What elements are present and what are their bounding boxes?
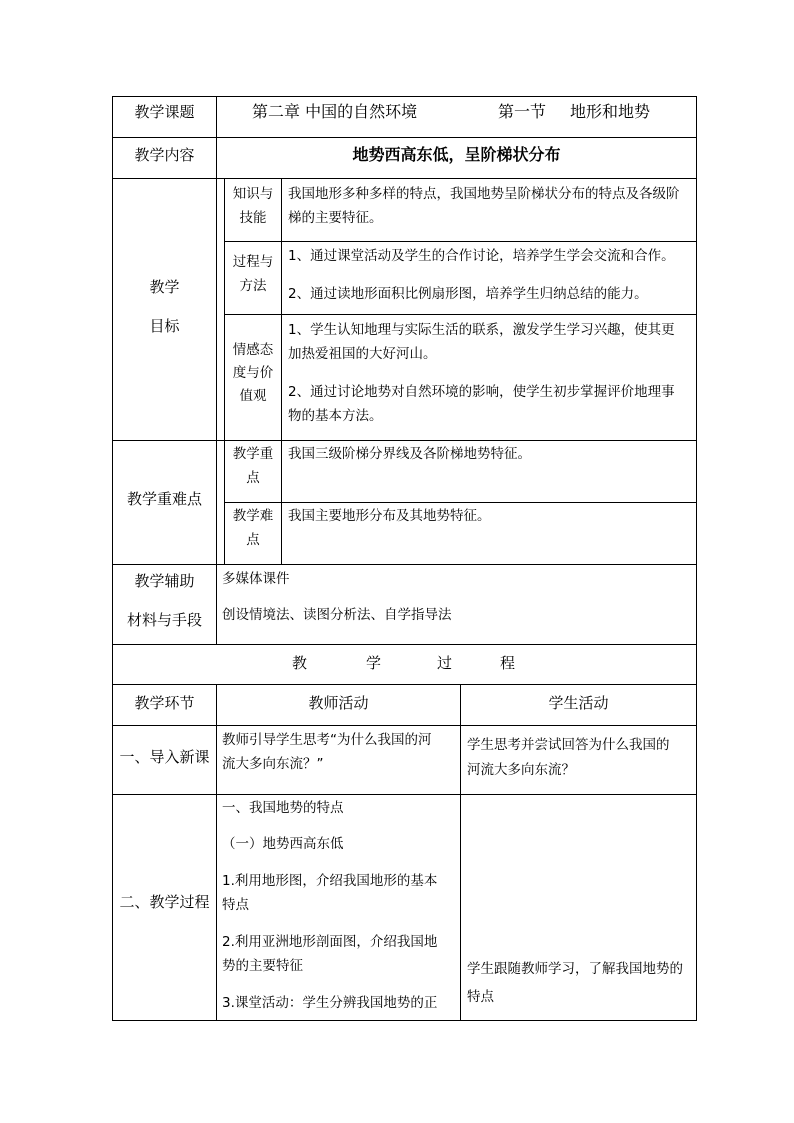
process-label-line2: 方法 bbox=[239, 278, 267, 294]
row-divider bbox=[224, 314, 697, 315]
content-label: 教学内容 bbox=[134, 146, 195, 164]
focus-value: 我国三级阶梯分界线及各阶梯地势特征。 bbox=[288, 446, 531, 462]
column-divider bbox=[460, 684, 461, 1021]
row-divider bbox=[112, 794, 697, 795]
process-header-char-2: 学 bbox=[366, 654, 382, 672]
teaching-item-4-line2: 势的主要特征 bbox=[222, 958, 303, 974]
knowledge-text-line1: 我国地形多种多样的特点，我国地势呈阶梯状分布的特点及各级阶 bbox=[288, 186, 680, 202]
intro-teacher-line2: 流大多向东流？” bbox=[222, 756, 324, 772]
teaching-item-3-line2: 特点 bbox=[222, 897, 249, 913]
teaching-student-line2: 特点 bbox=[467, 989, 494, 1005]
row-divider bbox=[112, 137, 697, 138]
aids-label-line1: 教学辅助 bbox=[134, 572, 195, 590]
keypoints-label: 教学重难点 bbox=[126, 490, 202, 508]
column-divider bbox=[216, 684, 217, 1021]
emotion-item-1-line2: 加热爱祖国的大好河山。 bbox=[288, 346, 437, 362]
intro-teacher-line1: 教师引导学生思考“为什么我国的河 bbox=[222, 732, 432, 748]
row-divider bbox=[112, 684, 697, 685]
process-label-line1: 过程与 bbox=[232, 254, 274, 270]
teaching-stage: 二、教学过程 bbox=[119, 893, 210, 911]
row-divider bbox=[224, 502, 697, 503]
column-header-student: 学生活动 bbox=[548, 694, 609, 712]
objectives-label-line1: 教学 bbox=[149, 278, 180, 296]
teaching-item-2: （一）地势西高东低 bbox=[222, 836, 344, 852]
row-divider bbox=[112, 564, 697, 565]
table-border-top bbox=[112, 96, 697, 97]
row-divider bbox=[112, 178, 697, 179]
column-header-teacher: 教师活动 bbox=[308, 694, 369, 712]
emotion-label-line1: 情感态 bbox=[232, 342, 274, 358]
teaching-item-3-line1: 1.利用地形图，介绍我国地形的基本 bbox=[222, 873, 438, 889]
row-divider bbox=[112, 440, 697, 441]
column-divider bbox=[281, 178, 282, 564]
topic-section-title: 地形和地势 bbox=[570, 102, 651, 121]
process-header-char-4: 程 bbox=[500, 654, 516, 672]
teaching-student-line1: 学生跟随教师学习，了解我国地势的 bbox=[467, 961, 683, 977]
focus-label-line1: 教学重 bbox=[232, 446, 274, 462]
difficulty-value: 我国主要地形分布及其地势特征。 bbox=[288, 508, 491, 524]
objectives-label-line2: 目标 bbox=[149, 317, 180, 335]
focus-label-line2: 点 bbox=[246, 470, 260, 486]
topic-chapter: 第二章 中国的自然环境 bbox=[252, 102, 418, 121]
difficulty-label-line1: 教学难 bbox=[232, 508, 274, 524]
difficulty-label-line2: 点 bbox=[246, 532, 260, 548]
process-header-char-3: 过 bbox=[437, 654, 453, 672]
topic-section: 第一节 bbox=[498, 102, 547, 121]
process-header-char-1: 教 bbox=[292, 654, 308, 672]
emotion-item-2-line2: 物的基本方法。 bbox=[288, 408, 383, 424]
knowledge-label-line1: 知识与 bbox=[232, 186, 274, 202]
teaching-item-1: 一、我国地势的特点 bbox=[222, 800, 344, 816]
intro-stage: 一、导入新课 bbox=[119, 748, 210, 766]
column-divider bbox=[216, 96, 217, 644]
knowledge-label-line2: 技能 bbox=[239, 210, 267, 226]
process-item-1: 1、通过课堂活动及学生的合作讨论，培养学生学会交流和合作。 bbox=[288, 248, 675, 264]
table-border-right bbox=[696, 96, 697, 1021]
row-divider bbox=[112, 644, 697, 645]
aids-methods: 创设情境法、读图分析法、自学指导法 bbox=[222, 607, 452, 623]
emotion-item-1-line1: 1、学生认知地理与实际生活的联系，激发学生学习兴趣，使其更 bbox=[288, 322, 675, 338]
row-divider bbox=[224, 241, 697, 242]
process-item-2: 2、通过读地形面积比例扇形图，培养学生归纳总结的能力。 bbox=[288, 286, 648, 302]
teaching-item-4-line1: 2.利用亚洲地形剖面图，介绍我国地 bbox=[222, 934, 438, 950]
emotion-label-line3: 值观 bbox=[239, 388, 267, 404]
topic-label: 教学课题 bbox=[134, 103, 195, 121]
teaching-item-5: 3.课堂活动：学生分辨我国地势的正 bbox=[222, 995, 438, 1011]
intro-student-line2: 河流大多向东流？ bbox=[467, 762, 575, 778]
content-value: 地势西高东低，呈阶梯状分布 bbox=[352, 145, 561, 164]
table-border-left bbox=[112, 96, 113, 1021]
row-divider bbox=[112, 725, 697, 726]
emotion-label-line2: 度与价 bbox=[232, 365, 274, 381]
knowledge-text-line2: 梯的主要特征。 bbox=[288, 210, 383, 226]
column-header-stage: 教学环节 bbox=[134, 694, 195, 712]
aids-materials: 多媒体课件 bbox=[222, 571, 290, 587]
table-border-bottom bbox=[112, 1020, 697, 1021]
aids-label-line2: 材料与手段 bbox=[126, 611, 202, 629]
emotion-item-2-line1: 2、通过讨论地势对自然环境的影响，使学生初步掌握评价地理事 bbox=[288, 384, 675, 400]
intro-student-line1: 学生思考并尝试回答为什么我国的 bbox=[467, 737, 670, 753]
